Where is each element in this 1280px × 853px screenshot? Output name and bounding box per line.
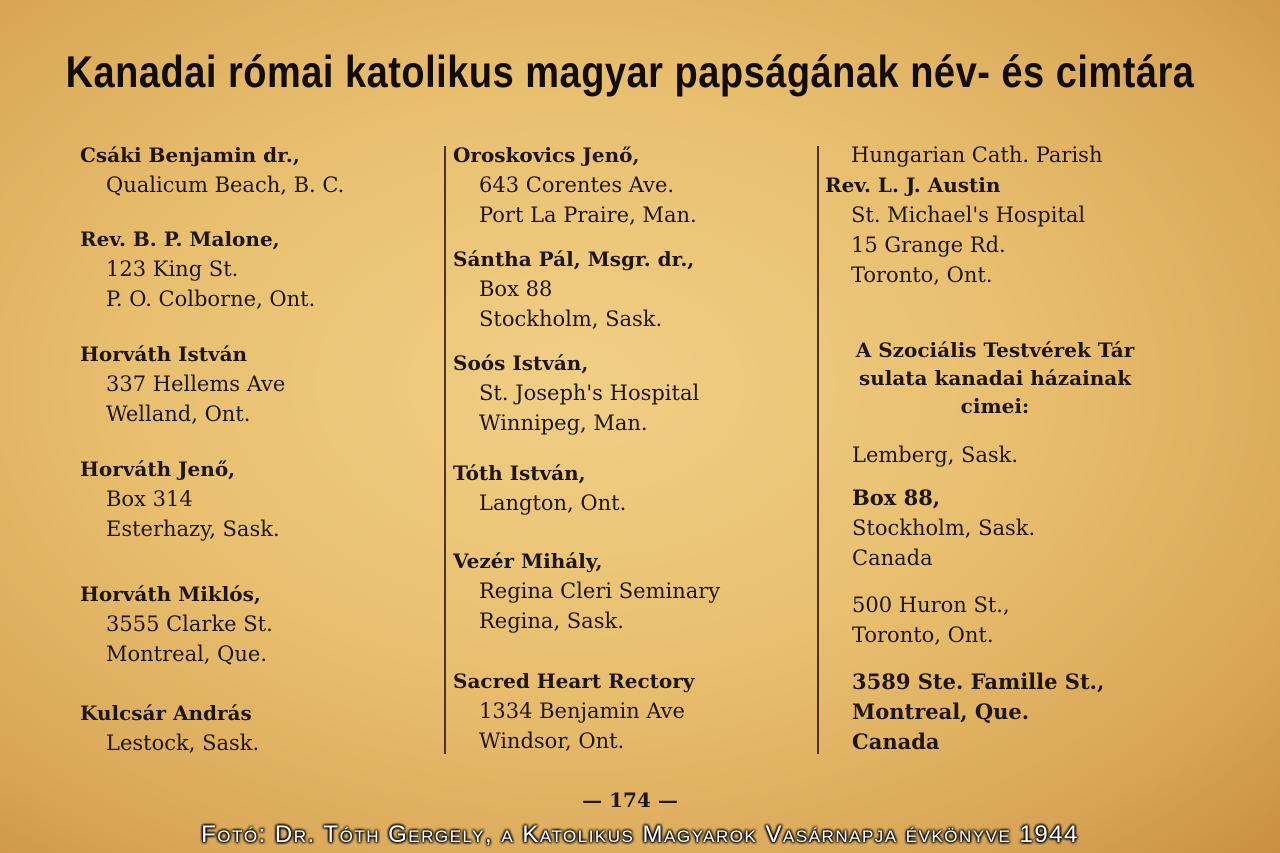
house-address-line: Lemberg, Sask. [852,443,1019,467]
directory-entry [80,224,430,314]
column-divider-right [817,146,819,754]
entry-name: Soós István, [453,351,589,375]
entry-name: Oroskovics Jenő, [453,143,640,167]
section-heading [825,336,1185,420]
entry-name: Vezér Mihály, [453,549,603,573]
house-address-line: Box 88, [852,485,941,510]
column-divider-left [444,146,446,754]
entry-name: Sántha Pál, Msgr. dr., [453,247,695,271]
entry-continued-line: Hungarian Cath. Parish [851,143,1103,167]
entry-address-line: St. Michael's Hospital [851,203,1086,227]
directory-entry [80,579,430,669]
entry-address-line: Langton, Ont. [479,491,627,515]
entry-address-line: 643 Corentes Ave. [479,173,675,197]
entry-address-line: Regina, Sask. [479,609,624,633]
photo-caption: Fotó: Dr. Tóth Gergely, a Katolikus Magyarok Vasárnapja évkönyve 1944 [201,821,1079,848]
entry-name: Kulcsár András [80,701,252,725]
entry-address-line: Lestock, Sask. [106,731,260,755]
entry-address-line: Port La Praire, Man. [479,203,697,227]
entry-name: Csáki Benjamin dr., [80,143,300,167]
directory-entry [453,244,808,334]
entry-name: Rev. B. P. Malone, [80,227,280,251]
house-address-line: 500 Huron St., [852,593,1010,617]
house-address-line: Canada [852,729,940,754]
entry-address-line: St. Joseph's Hospital [479,381,700,405]
entry-address-line: Qualicum Beach, B. C. [106,173,345,197]
entry-address-line: Box 88 [479,277,553,301]
directory-entry [453,140,808,230]
section-heading-line: sulata kanadai házainak [858,366,1132,390]
entry-address-line: 3555 Clarke St. [106,612,273,636]
house-address [825,483,1185,573]
directory-entry [453,348,808,438]
directory-entry [80,339,430,429]
directory-entry [453,666,808,756]
entry-address-line: Winnipeg, Man. [479,411,648,435]
entry-address-line: 1334 Benjamin Ave [479,699,685,723]
entry-address-line: Regina Cleri Seminary [479,579,721,603]
entry-address-line: Stockholm, Sask. [479,307,663,331]
page-number: — 174 — [582,788,678,812]
entry-address-line: P. O. Colborne, Ont. [106,287,316,311]
house-address-line: Stockholm, Sask. [852,516,1036,540]
directory-entry [453,546,808,636]
entry-address-line: 123 King St. [106,257,239,281]
entry-address-line: 15 Grange Rd. [851,233,1006,257]
section-heading-line: A Szociális Testvérek Tár [855,338,1135,362]
entry-address-line: Montreal, Que. [106,642,268,666]
entry-address-line: 337 Hellems Ave [106,372,286,396]
house-address-line: Canada [852,546,933,570]
entry-address-line: Toronto, Ont. [851,263,993,287]
house-address [825,667,1185,757]
directory-entry [825,140,1185,290]
entry-name: Horváth Miklós, [80,582,261,606]
directory-entry [80,698,430,758]
entry-name: Rev. L. J. Austin [825,173,1001,197]
entry-address-line: Welland, Ont. [106,402,251,426]
house-address [825,440,1185,470]
entry-name: Horváth István [80,342,248,366]
entry-name: Sacred Heart Rectory [453,669,695,693]
house-address-line: Toronto, Ont. [852,623,994,647]
entry-name: Horváth Jenő, [80,457,236,481]
entry-address-line: Box 314 [106,487,193,511]
entry-address-line: Esterhazy, Sask. [106,517,280,541]
entry-name: Tóth István, [453,461,586,485]
house-address-line: 3589 Ste. Famille St., [852,669,1105,694]
house-address [825,590,1185,650]
directory-entry [80,454,430,544]
page-title: Kanadai római katolikus magyar papságának név- és cimtára [65,48,1195,98]
section-heading-line: cimei: [960,394,1030,418]
directory-entry [80,140,430,200]
directory-entry [453,458,808,518]
house-address-line: Montreal, Que. [852,699,1030,724]
entry-address-line: Windsor, Ont. [479,729,625,753]
